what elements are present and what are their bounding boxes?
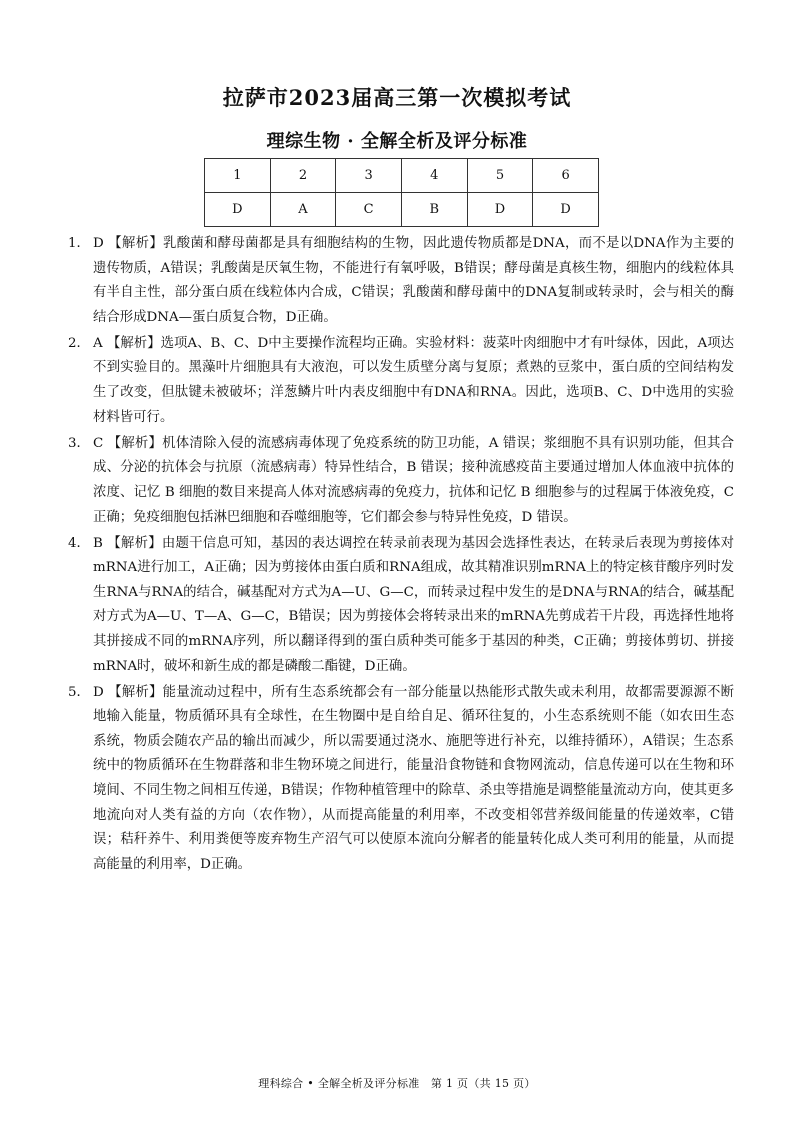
question-number-cell: 6 <box>533 159 599 193</box>
question-number-cell: 5 <box>467 159 533 193</box>
question-analysis <box>68 681 734 878</box>
question-number: 2． <box>68 335 90 351</box>
answer-cell: A <box>270 193 336 227</box>
question-analysis-text: C 【解析】机体清除入侵的流感病毒体现了免疫系统的防卫功能，A 错误；浆细胞不具有识别功能，但其合成、分泌的抗体会与抗原（流感病毒）特异性结合，B 错误；接种流感疫苗主要通过增加人体血液中抗体的浓度、记忆 B 细胞的数目来提高人体对流感病毒的免疫力，抗体和记忆 B 细胞参与的过程属于体液免疫，C 正确；免疫细胞包括淋巴细胞和吞噬细胞等，它们都会参与特异性免疫，D 错误。 <box>93 435 734 525</box>
answer-cell: D <box>533 193 599 227</box>
question-number-cell: 3 <box>336 159 402 193</box>
question-number: 4． <box>68 535 90 551</box>
question-number-cell: 1 <box>205 159 271 193</box>
question-analysis <box>68 232 734 330</box>
question-analysis-text: D 【解析】能量流动过程中，所有生态系统都会有一部分能量以热能形式散失或未利用，故都需要源源不断地输入能量，物质循环具有全球性，在生物圈中是自给自足、循环往复的，小生态系统则不能（如农田生态系统，物质会随农产品的输出而减少，所以需要通过浇水、施肥等进行补充，以维持循环），A错误；生态系统中的物质循环在生物群落和非生物环境之间进行，能量沿食物链和食物网流动，信息传递可以在生物和环境间、不同生物之间相互传递，B错误；作物种植管理中的除草、杀虫等措施是调整能量流动方向，使其更多地流向对人类有益的方向（农作物），从而提高能量的利用率，不改变相邻营养级间能量的传递效率，C错误；秸秆养牛、利用粪便等废弃物生产沼气可以使原本流向分解者的能量转化成人类可利用的能量，从而提高能量的利用率，D正确。 <box>93 684 734 872</box>
question-analysis <box>68 332 734 430</box>
question-number-cell: 2 <box>270 159 336 193</box>
question-number: 3． <box>68 435 90 451</box>
question-analysis-text: B 【解析】由题干信息可知，基因的表达调控在转录前表现为基因会选择性表达，在转录后表现为剪接体对mRNA进行加工，A正确；因为剪接体由蛋白质和RNA组成，故其精准识别mRNA上的特定核苷酸序列时发生RNA与RNA的结合，碱基配对方式为A—U、G—C，而转录过程中发生的是DNA与RNA的结合，碱基配对方式为A—U、T—A、G—C，B错误；因为剪接体会将转录出来的mRNA先剪成若干片段，再选择性地将其拼接成不同的mRNA序列，所以翻译得到的蛋白质种类可能多于基因的种类，C正确；剪接体剪切、拼接mRNA时，破坏和新生成的都是磷酸二酯键，D正确。 <box>93 535 734 674</box>
analysis-body <box>68 232 734 879</box>
answer-cell: D <box>205 193 271 227</box>
question-analysis-text: A 【解析】选项A、B、C、D中主要操作流程均正确。实验材料：菠菜叶肉细胞中才有叶绿体，因此，A项达不到实验目的。黑藻叶片细胞具有大液泡，可以发生质壁分离与复原；煮熟的豆浆中，蛋白质的空间结构发生了改变，但肽键未被破坏；洋葱鳞片叶内表皮细胞中有DNA和RNA。因此，选项B、C、D中选用的实验材料皆可行。 <box>93 335 734 425</box>
page-title: 拉萨市2023届高三第一次模拟考试 <box>222 85 572 110</box>
answer-cell: D <box>467 193 533 227</box>
page-subtitle: 理综生物 · 全解全析及评分标准 <box>266 131 528 152</box>
answer-table-answer-row <box>205 193 599 227</box>
question-analysis-text: D 【解析】乳酸菌和酵母菌都是具有细胞结构的生物，因此遗传物质都是DNA，而不是以DNA作为主要的遗传物质，A错误；乳酸菌是厌氧生物，不能进行有氧呼吸，B错误；酵母菌是真核生物，细胞内的线粒体具有半自主性，部分蛋白质在线粒体内合成，C错误；乳酸菌和酵母菌中的DNA复制或转录时，会与相关的酶结合形成DNA—蛋白质复合物，D正确。 <box>93 236 734 325</box>
answer-table <box>204 158 599 227</box>
question-number: 1． <box>68 236 90 251</box>
answer-cell: C <box>336 193 402 227</box>
question-number: 5． <box>68 684 90 700</box>
question-number-cell: 4 <box>401 159 467 193</box>
answer-cell: B <box>401 193 467 227</box>
page-footer: 理科综合 • 全解全析及评分标准 第 1 页（共 15 页） <box>258 1077 536 1090</box>
question-analysis <box>68 432 734 530</box>
question-analysis <box>68 532 734 680</box>
answer-table-header-row <box>205 159 599 193</box>
